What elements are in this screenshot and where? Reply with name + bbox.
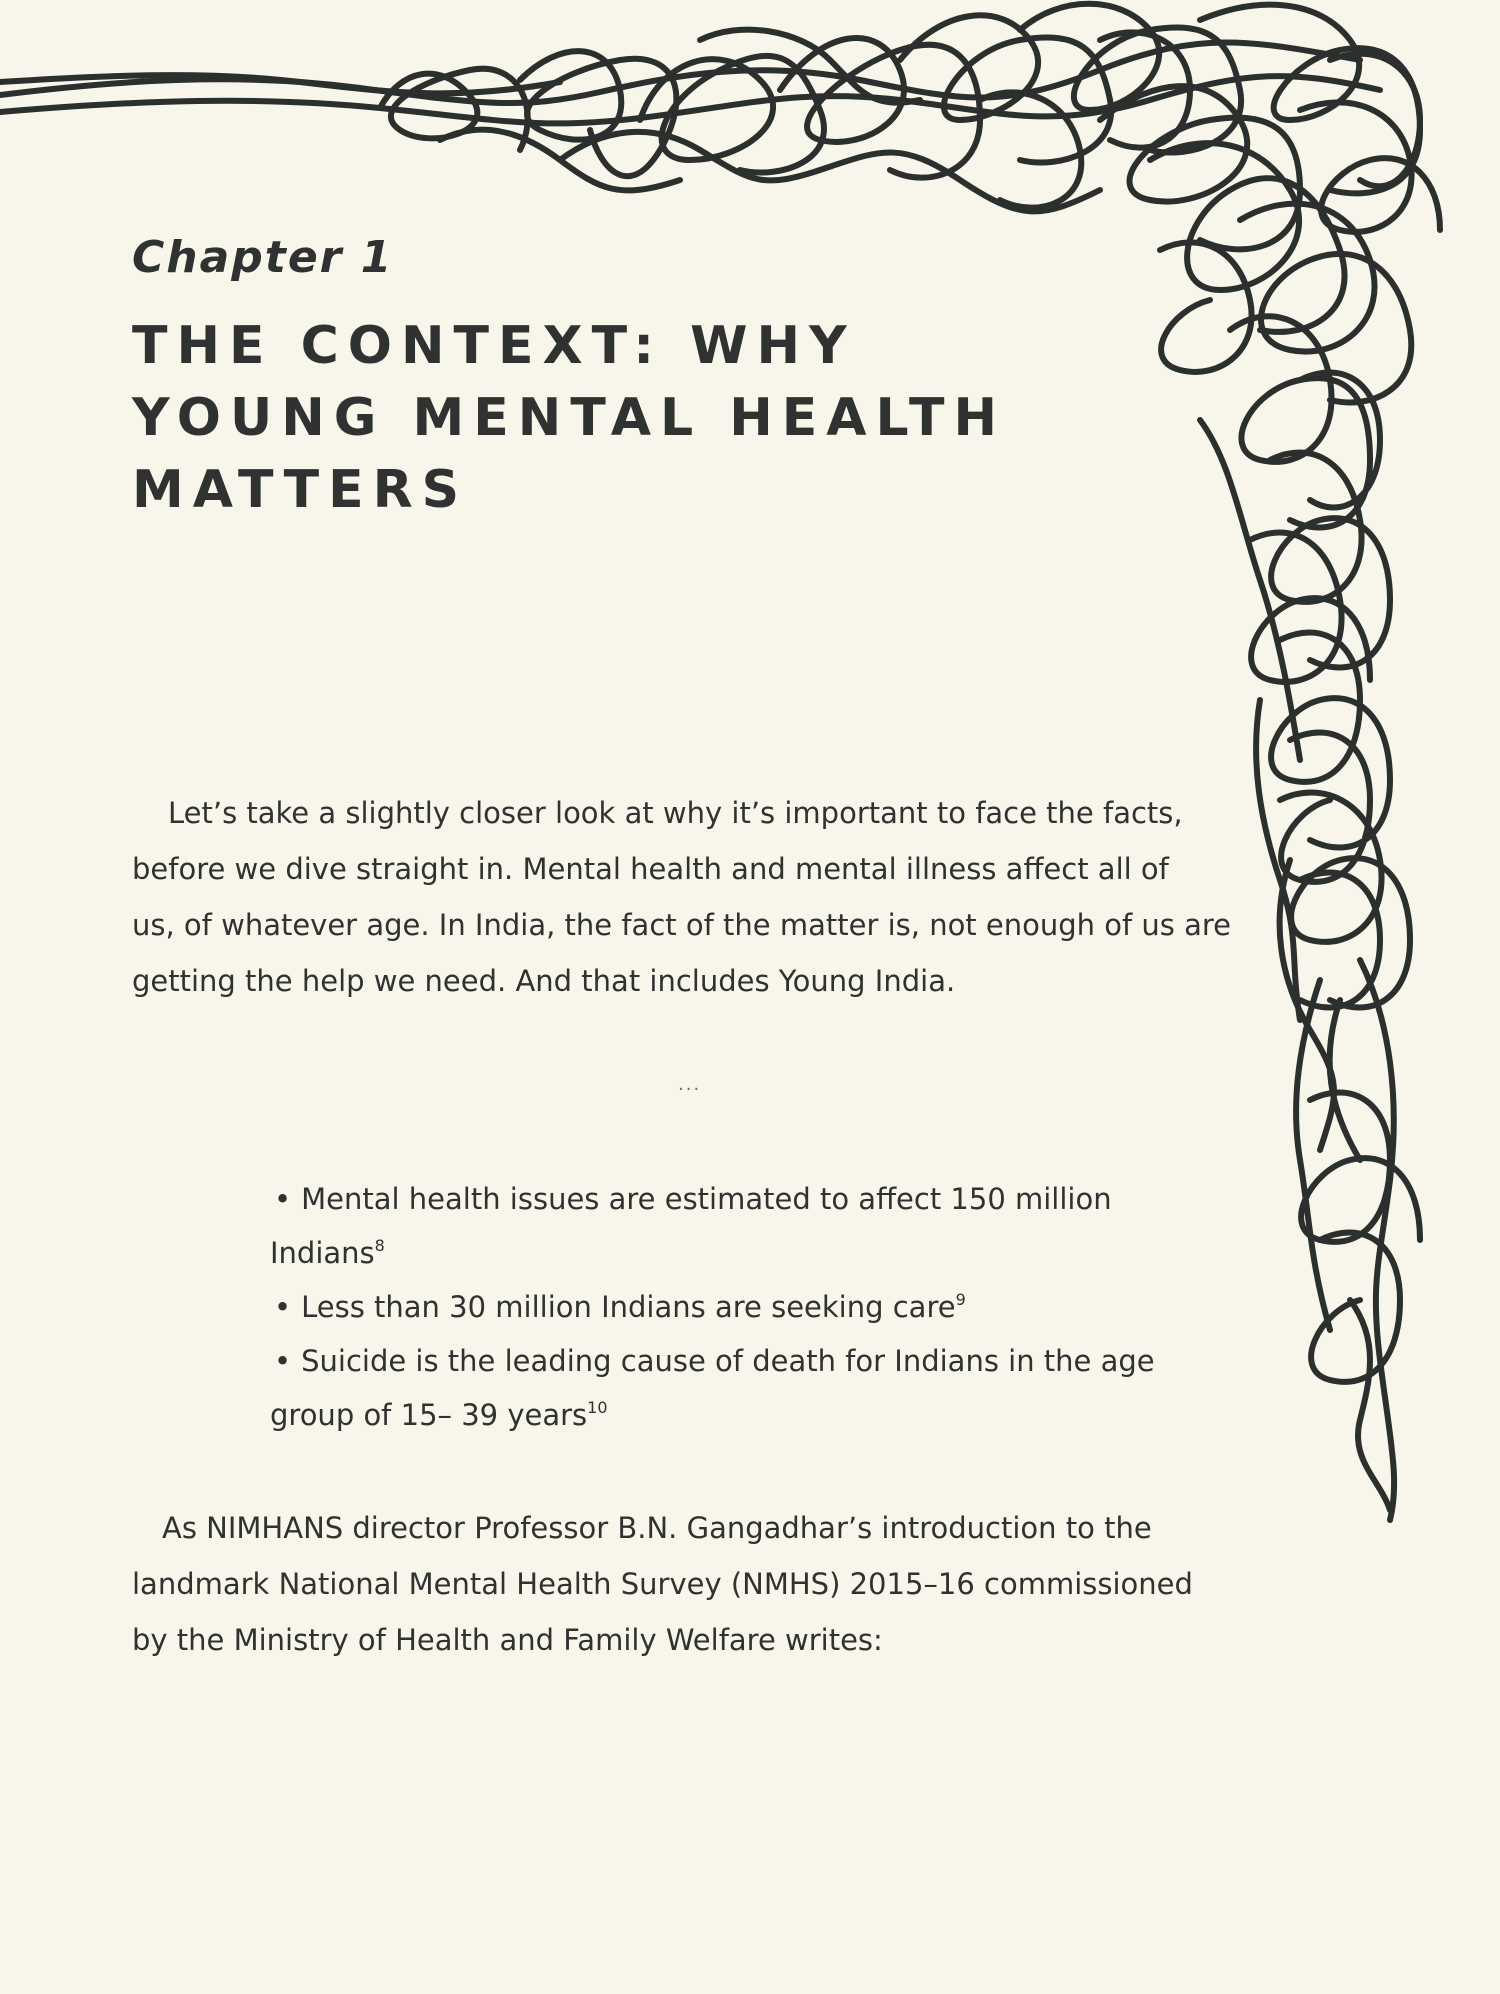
section-separator: ...: [678, 1074, 702, 1095]
chapter-title-line: YOUNG MENTAL HEALTH: [132, 388, 1007, 448]
footnote-ref: 8: [374, 1236, 385, 1255]
paragraph-line: us, of whatever age. In India, the fact of the matter is, not enough of us are: [132, 908, 1232, 942]
bullet-text: Indians: [270, 1236, 375, 1270]
paragraph-line: As NIMHANS director Professor B.N. Gangadhar’s introduction to the: [162, 1511, 1152, 1545]
chapter-title-line: MATTERS: [132, 460, 469, 520]
paragraph-line: landmark National Mental Health Survey (NMHS) 2015–16 commissioned: [132, 1567, 1193, 1601]
bullet-item: [270, 1280, 1155, 1334]
chapter-title-line: THE CONTEXT: WHY: [132, 316, 856, 376]
paragraph-line: getting the help we need. And that includes Young India.: [132, 964, 956, 998]
statistics-bullet-list: [270, 1172, 1155, 1442]
bullet-marker: •: [274, 1182, 292, 1216]
intro-paragraph: [132, 785, 1231, 1009]
closing-paragraph: [132, 1500, 1193, 1668]
chapter-label: Chapter 1: [132, 232, 394, 283]
bullet-marker: •: [274, 1344, 292, 1378]
paragraph-line: by the Ministry of Health and Family Welfare writes:: [132, 1623, 883, 1657]
paragraph-line: Let’s take a slightly closer look at why it’s important to face the facts,: [168, 796, 1183, 830]
bullet-text: Less than 30 million Indians are seeking care: [301, 1290, 956, 1324]
bullet-item: [270, 1334, 1155, 1442]
paragraph-line: before we dive straight in. Mental health and mental illness affect all of: [132, 852, 1169, 886]
bullet-marker: •: [274, 1290, 292, 1324]
bullet-item: [270, 1172, 1155, 1280]
bullet-text: Mental health issues are estimated to affect 150 million: [301, 1182, 1112, 1216]
bullet-text: group of 15– 39 years: [270, 1398, 588, 1432]
chapter-title: [132, 310, 1132, 526]
footnote-ref: 10: [587, 1398, 608, 1417]
footnote-ref: 9: [955, 1290, 966, 1309]
bullet-text: Suicide is the leading cause of death for Indians in the age: [301, 1344, 1155, 1378]
